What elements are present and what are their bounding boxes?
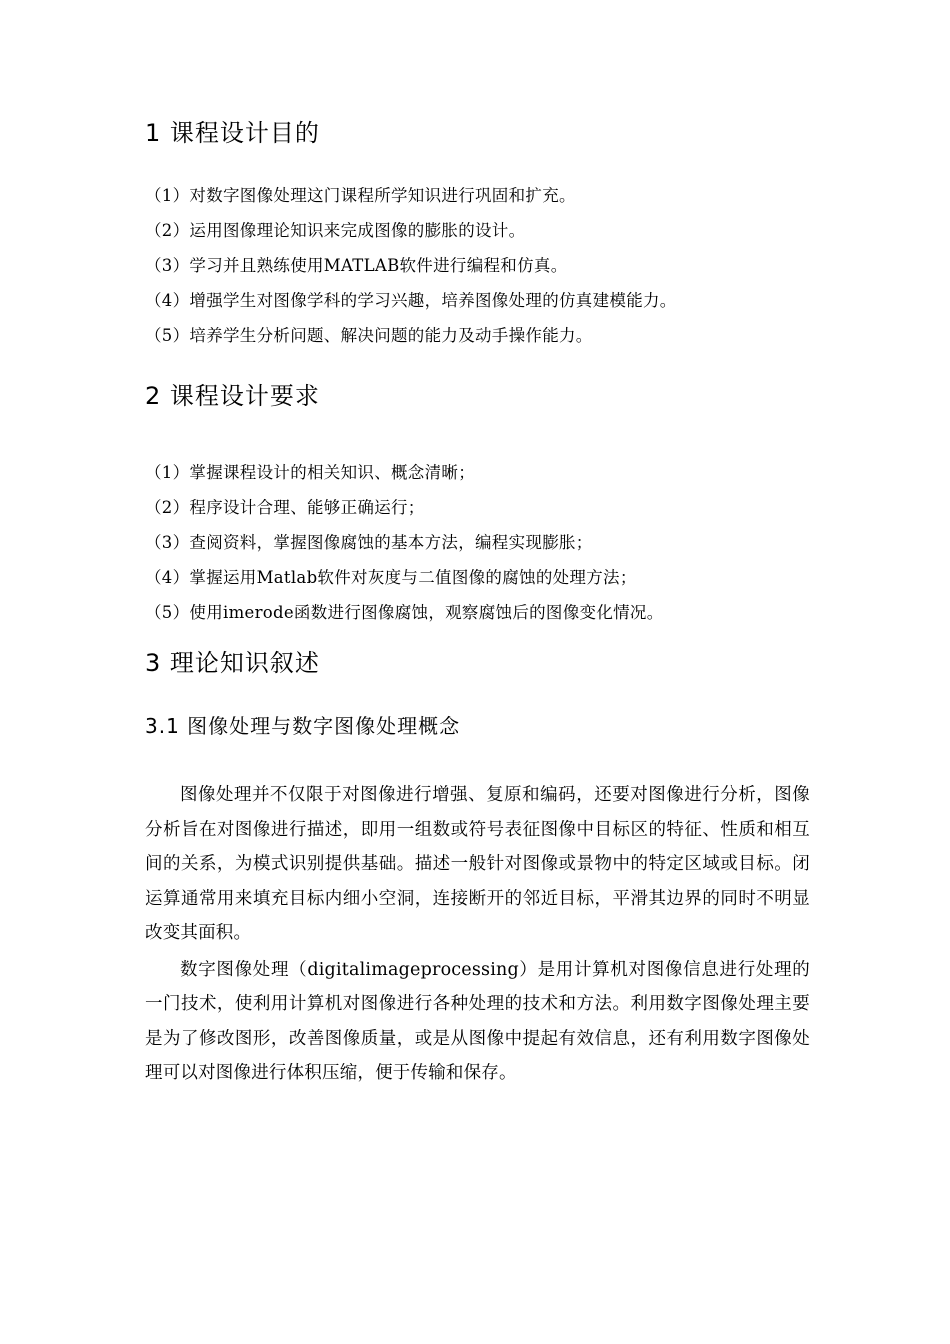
section-3-1-heading: 3.1 图像处理与数字图像处理概念 bbox=[145, 714, 461, 738]
section-3-heading: 3 理论知识叙述 bbox=[145, 649, 320, 677]
list-item: （1）对数字图像处理这门课程所学知识进行巩固和扩充。 bbox=[145, 186, 576, 205]
list-item: （2）运用图像理论知识来完成图像的膨胀的设计。 bbox=[145, 221, 526, 240]
list-item: （2）程序设计合理、能够正确运行； bbox=[145, 498, 425, 517]
list-item: （3）查阅资料，掌握图像腐蚀的基本方法，编程实现膨胀； bbox=[145, 533, 593, 552]
list-item: （5）培养学生分析问题、解决问题的能力及动手操作能力。 bbox=[145, 326, 593, 345]
section-1-heading: 1 课程设计目的 bbox=[145, 119, 320, 147]
section-2-heading: 2 课程设计要求 bbox=[145, 382, 320, 410]
list-item: （4）掌握运用Matlab软件对灰度与二值图像的腐蚀的处理方法； bbox=[145, 568, 637, 587]
section-3-1-body bbox=[145, 778, 810, 1093]
paragraph: 数字图像处理（digitalimageprocessing）是用计算机对图像信息进行处理的一门技术，使利用计算机对图像进行各种处理的技术和方法。利用数字图像处理主要是为了修改图形，改善图像质量，或是从图像中提起有效信息，还有利用数字图像处理可以对图像进行体积压缩，便于传输和保存。 bbox=[145, 959, 810, 1083]
list-item: （3）学习并且熟练使用MATLAB软件进行编程和仿真。 bbox=[145, 256, 568, 275]
paragraph: 图像处理并不仅限于对图像进行增强、复原和编码，还要对图像进行分析，图像分析旨在对图像进行描述，即用一组数或符号表征图像中目标区的特征、性质和相互间的关系，为模式识别提供基础。描述一般针对图像或景物中的特定区域或目标。闭运算通常用来填充目标内细小空洞，连接断开的邻近目标，平滑其边界的同时不明显改变其面积。 bbox=[145, 785, 810, 943]
list-item: （5）使用imerode函数进行图像腐蚀，观察腐蚀后的图像变化情况。 bbox=[145, 603, 664, 622]
list-item: （1）掌握课程设计的相关知识、概念清晰； bbox=[145, 463, 475, 482]
list-item: （4）增强学生对图像学科的学习兴趣，培养图像处理的仿真建模能力。 bbox=[145, 291, 677, 310]
section-2-list bbox=[145, 455, 810, 630]
section-1-list bbox=[145, 178, 810, 353]
